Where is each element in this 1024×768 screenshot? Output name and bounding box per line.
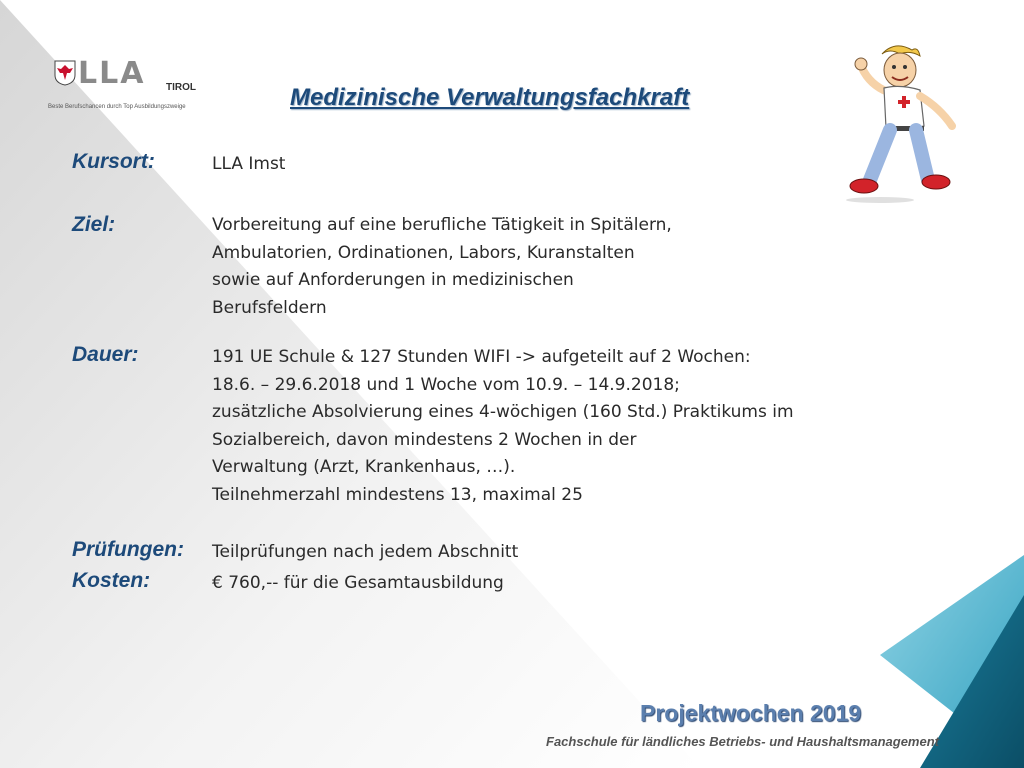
logo-wordmark: LLA	[78, 56, 146, 91]
dauer-line: Sozialbereich, davon mindestens 2 Wochen in der	[212, 429, 637, 450]
dauer-line: 18.6. – 29.6.2018 und 1 Woche vom 10.9. – 14.9.2018;	[212, 374, 680, 395]
kursort-label: Kursort:	[72, 150, 155, 173]
pruefungen-line: Teilprüfungen nach jedem Abschnitt	[212, 542, 519, 562]
ziel-line: Vorbereitung auf eine berufliche Tätigkeit in Spitälern,	[212, 215, 672, 235]
ziel-line: Ambulatorien, Ordinationen, Labors, Kuranstalten	[212, 242, 635, 263]
pruefungen-value	[212, 539, 518, 567]
dauer-line: Verwaltung (Arzt, Krankenhaus, …).	[212, 457, 516, 477]
logo-tagline: Beste Berufschancen durch Top Ausbildungszweige	[48, 104, 186, 110]
ziel-line: sowie auf Anforderungen in medizinischen	[212, 270, 574, 290]
dauer-value	[212, 344, 794, 509]
dauer-line: 191 UE Schule & 127 Stunden WIFI -> aufgeteilt auf 2 Wochen:	[212, 347, 751, 367]
lla-tirol-logo	[48, 56, 198, 116]
logo-region: TIROL	[166, 82, 196, 93]
kosten-line: € 760,-- für die Gesamtausbildung	[212, 573, 504, 593]
ziel-line: Berufsfeldern	[212, 297, 327, 318]
dauer-line: zusätzliche Absolvierung eines 4-wöchigen (160 Std.) Praktikums im	[212, 402, 794, 422]
dauer-line: Teilnehmerzahl mindestens 13, maximal 25	[212, 484, 583, 505]
slide-title: Medizinische Verwaltungsfachkraft	[290, 84, 690, 111]
ziel-label: Ziel:	[72, 213, 116, 236]
paramedic-mascot-icon	[840, 40, 970, 205]
ziel-value	[212, 212, 672, 322]
dauer-label: Dauer:	[72, 343, 139, 366]
kursort-value	[212, 151, 285, 179]
footer-subtitle: Fachschule für ländliches Betriebs- und Haushaltsmanagement	[546, 734, 939, 749]
footer-title: Projektwochen 2019	[640, 700, 862, 726]
pruefungen-label: Prüfungen:	[72, 538, 184, 561]
kosten-label: Kosten:	[72, 569, 151, 592]
kosten-value	[212, 570, 504, 598]
kursort-line: LLA Imst	[212, 154, 286, 174]
tirol-eagle-crest-icon	[54, 60, 76, 86]
